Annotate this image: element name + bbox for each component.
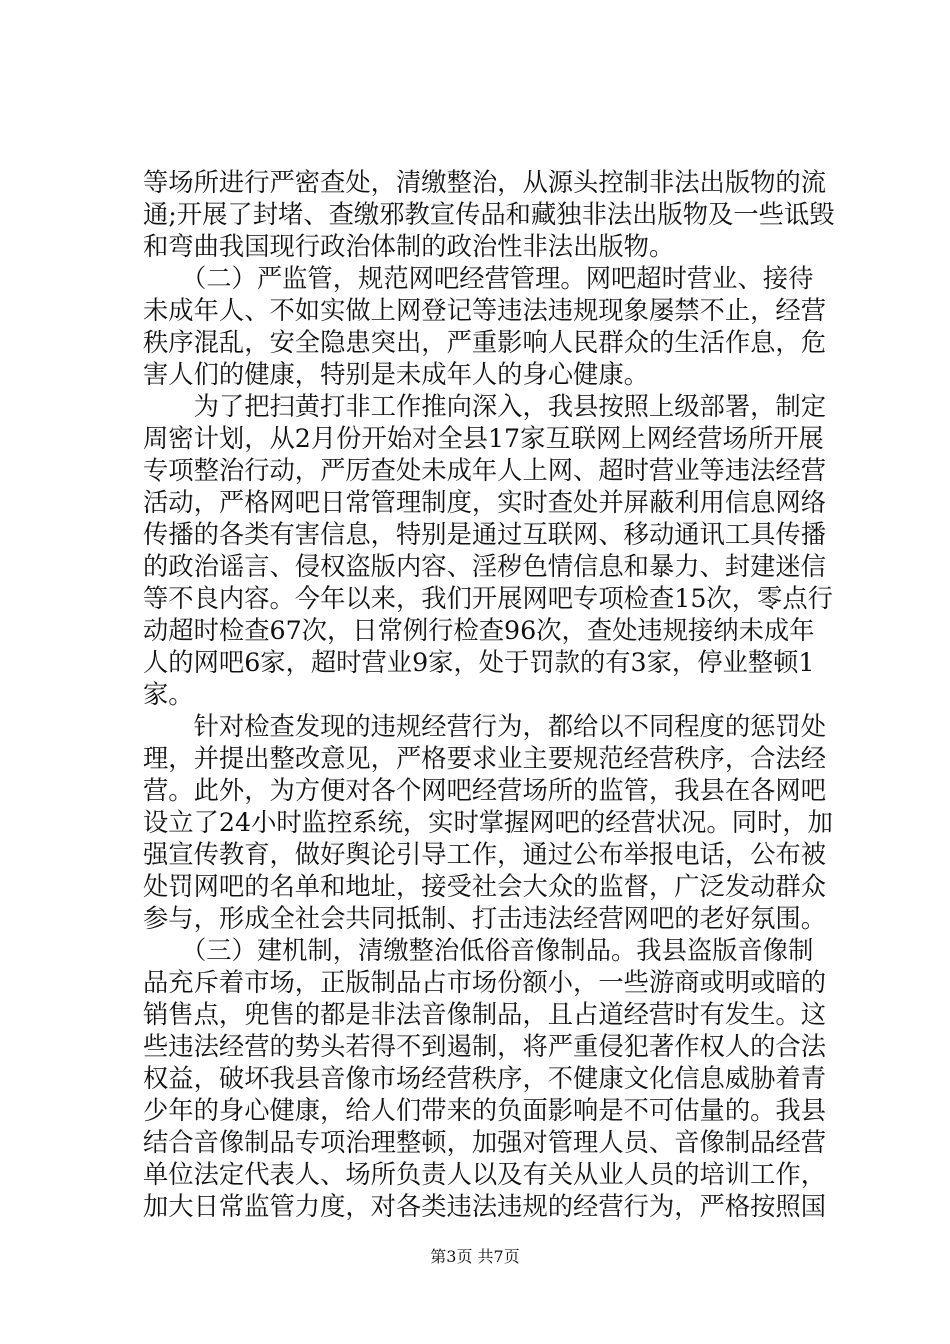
text-line: 害人们的健康，特别是未成年人的身心健康。 bbox=[143, 360, 649, 389]
text-line: 为了把扫黄打非工作推向深入，我县按照上级部署，制定 bbox=[143, 392, 827, 421]
text-line: 等不良内容。今年以来，我们开展网吧专项检查15次，零点行 bbox=[143, 584, 833, 613]
text-line: 家。 bbox=[143, 680, 194, 709]
text-line: 结合音像制品专项治理整顿，加强对管理人员、音像制品经营 bbox=[143, 1128, 827, 1157]
text-line: 活动，严格网吧日常管理制度，实时查处并屏蔽利用信息网络 bbox=[143, 488, 827, 517]
text-line: 设立了24小时监控系统，实时掌握网吧的经营状况。同时，加 bbox=[143, 808, 833, 837]
text-line: 强宣传教育，做好舆论引导工作，通过公布举报电话，公布被 bbox=[143, 840, 827, 869]
text-line: 等场所进行严密查处，清缴整治，从源头控制非法出版物的流 bbox=[143, 168, 827, 197]
text-line: 动超时检查67次，日常例行检查96次，查处违规接纳未成年 bbox=[143, 616, 815, 645]
text-line: 通;开展了封堵、查缴邪教宣传品和藏独非法出版物及一些诋毁 bbox=[143, 200, 835, 229]
text-line: 传播的各类有害信息，特别是通过互联网、移动通讯工具传播 bbox=[143, 520, 827, 549]
text-line: 周密计划，从2月份开始对全县17家互联网上网经营场所开展 bbox=[143, 424, 824, 453]
text-line: 的政治谣言、侵权盗版内容、淫秽色情信息和暴力、封建迷信 bbox=[143, 552, 827, 581]
text-line: 和弯曲我国现行政治体制的政治性非法出版物。 bbox=[143, 232, 675, 261]
document-body bbox=[143, 167, 835, 1223]
text-line: 针对检查发现的违规经营行为，都给以不同程度的惩罚处 bbox=[143, 712, 827, 741]
text-line: 处罚网吧的名单和地址，接受社会大众的监督，广泛发动群众 bbox=[143, 872, 827, 901]
text-line: 些违法经营的势头若得不到遏制，将严重侵犯著作权人的合法 bbox=[143, 1032, 827, 1061]
text-line: 理，并提出整改意见，严格要求业主要规范经营秩序，合法经 bbox=[143, 744, 827, 773]
page-footer: 第3页 共7页 bbox=[430, 1247, 520, 1266]
text-line: 品充斥着市场，正版制品占市场份额小，一些游商或明或暗的 bbox=[143, 968, 827, 997]
text-line: 秩序混乱，安全隐患突出，严重影响人民群众的生活作息，危 bbox=[143, 328, 827, 357]
text-line: 加大日常监管力度，对各类违法违规的经营行为，严格按照国 bbox=[143, 1192, 827, 1221]
text-line: 少年的身心健康，给人们带来的负面影响是不可估量的。我县 bbox=[143, 1096, 827, 1125]
text-line: 销售点，兜售的都是非法音像制品，且占道经营时有发生。这 bbox=[143, 1000, 827, 1029]
text-line: 营。此外，为方便对各个网吧经营场所的监管，我县在各网吧 bbox=[143, 776, 827, 805]
text-line: 专项整治行动，严厉查处未成年人上网、超时营业等违法经营 bbox=[143, 456, 827, 485]
text-line: 参与，形成全社会共同抵制、打击违法经营网吧的老好氛围。 bbox=[143, 904, 827, 933]
text-line: 人的网吧6家，超时营业9家，处于罚款的有3家，停业整顿1 bbox=[143, 648, 815, 677]
text-line: （三）建机制，清缴整治低俗音像制品。我县盗版音像制 bbox=[143, 936, 814, 965]
text-line: 权益，破坏我县音像市场经营秩序，不健康文化信息威胁着青 bbox=[143, 1064, 827, 1093]
text-line: 未成年人、不如实做上网登记等违法违规现象屡禁不止，经营 bbox=[143, 296, 827, 325]
text-line: （二）严监管，规范网吧经营管理。网吧超时营业、接待 bbox=[143, 264, 814, 293]
text-line: 单位法定代表人、场所负责人以及有关从业人员的培训工作， bbox=[143, 1160, 827, 1189]
